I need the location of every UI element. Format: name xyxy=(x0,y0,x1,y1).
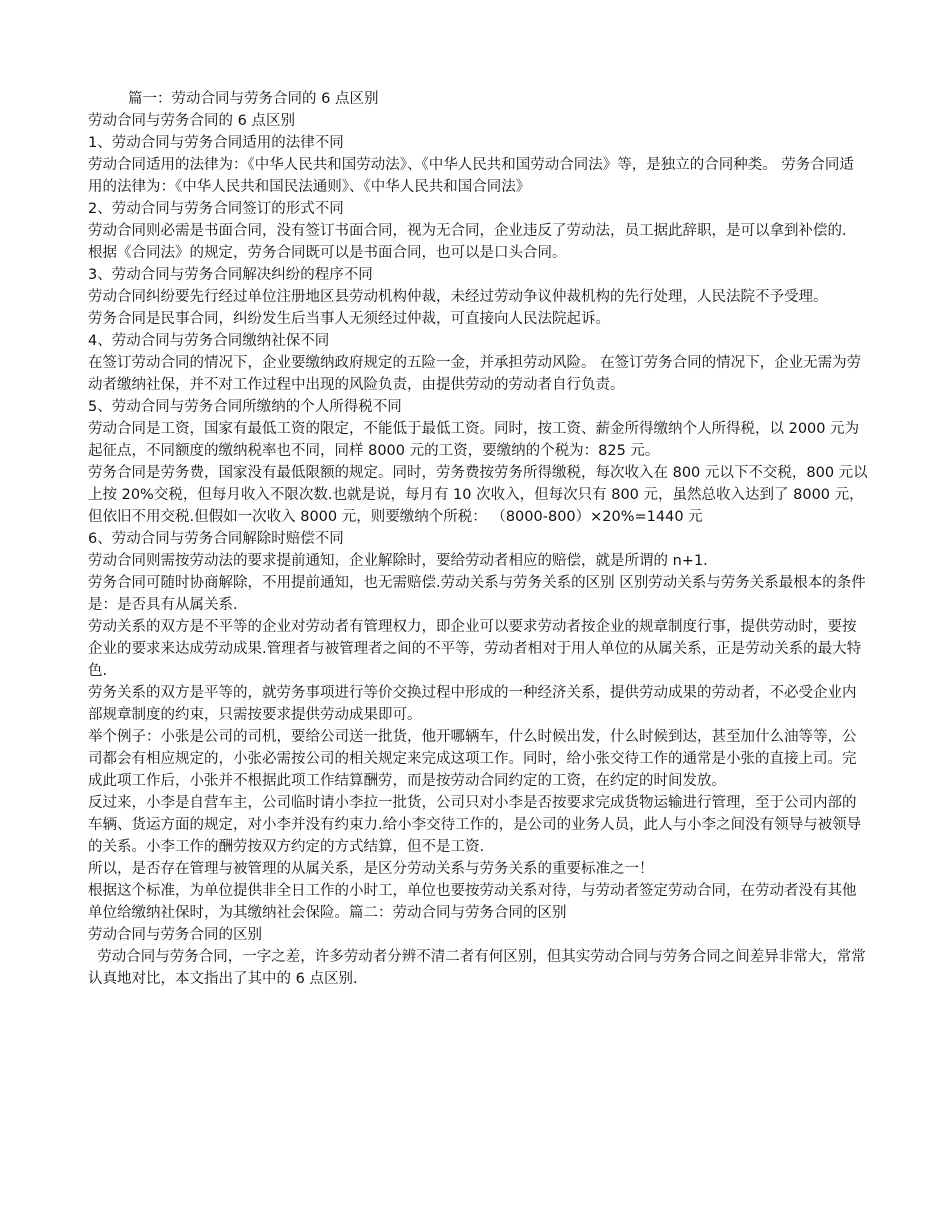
doc-heading: 劳动合同与劳务合同的 6 点区别 xyxy=(88,113,295,129)
point-3-heading: 3、劳动合同与劳务合同解决纠纷的程序不同 xyxy=(88,267,373,283)
section-title-part1: 篇一：劳动合同与劳务合同的 6 点区别 xyxy=(128,91,379,107)
point-5-heading: 5、劳动合同与劳务合同所缴纳的个人所得税不同 xyxy=(88,399,402,415)
point-2-body-b: 根据《合同法》的规定，劳务合同既可以是书面合同，也可以是口头合同。 xyxy=(88,245,567,261)
service-relation-paragraph: 劳务关系的双方是平等的，就劳务事项进行等价交换过程中形成的一种经济关系，提供劳动成果的劳动者，不必受企业内部规章制度的约束，只需按要求提供劳动成果即可。 xyxy=(88,685,857,723)
point-6-body-b: 劳务合同可随时协商解除，不用提前通知，也无需赔偿.劳动关系与劳务关系的区别 区别劳动关系与劳务关系最根本的条件是：是否具有从属关系. xyxy=(88,575,866,613)
point-2-heading: 2、劳动合同与劳务合同签订的形式不同 xyxy=(88,201,344,217)
point-6-body-a: 劳动合同则需按劳动法的要求提前通知，企业解除时，要给劳动者相应的赔偿，就是所谓的 n+1. xyxy=(88,553,708,569)
labor-relation-paragraph: 劳动关系的双方是不平等的企业对劳动者有管理权力，即企业可以要求劳动者按企业的规章制度行事，提供劳动时，要按企业的要求来达成劳动成果.管理者与被管理者之间的不平等，劳动者相对于用人单位的从属关系，正是劳动关系的最大特色. xyxy=(88,619,862,679)
part2-intro: 劳动合同与劳务合同，一字之差，许多劳动者分辨不清二者有何区别，但其实劳动合同与劳务合同之间差异非常大，常常认真地对比，本文指出了其中的 6 点区别. xyxy=(88,949,866,987)
example-zhang-paragraph: 举个例子：小张是公司的司机，要给公司送一批货，他开哪辆车，什么时候出发，什么时候到达，甚至加什么油等等，公司都会有相应规定的，小张必需按公司的相关规定来完成这项工作。同时，给小张交待工作的通常是小张的直接上司。完成此项工作后，小张并不根据此项工作结算酬劳，而是按劳动合同约定的工资，在约定的时间发放。 xyxy=(88,729,857,789)
point-2-body-a: 劳动合同则必需是书面合同，没有签订书面合同，视为无合同，企业违反了劳动法，员工据此辞职，是可以拿到补偿的. xyxy=(88,223,847,239)
point-5-body-b: 劳务合同是劳务费，国家没有最低限额的规定。同时，劳务费按劳务所得缴税，每次收入在 800 元以下不交税，800 元以上按 20%交税，但每月收入不限次数.也就是说，每月有 10 次收入，但每次只有 800 元，虽然总收入达到了 8000 元，但依旧不用交税.但假如一次收入 8000 元，则要缴纳个所税： （8000-800）×20%=1440 元 xyxy=(88,465,868,525)
example-li-paragraph: 反过来，小李是自营车主，公司临时请小李拉一批货，公司只对小李是否按要求完成货物运输进行管理，至于公司内部的车辆、货运方面的规定，对小李并没有约束力.给小李交待工作的，是公司的业务人员，此人与小李之间没有领导与被领导的关系。小李工作的酬劳按双方约定的方式结算，但不是工资. xyxy=(88,795,862,855)
standard-paragraph: 根据这个标准，为单位提供非全日工作的小时工，单位也要按劳动关系对待，与劳动者签定劳动合同，在劳动者没有其他单位给缴纳社保时，为其缴纳社会保险。篇二：劳动合同与劳务合同的区别 xyxy=(88,883,857,921)
point-3-body-b: 劳务合同是民事合同，纠纷发生后当事人无须经过仲裁，可直接向人民法院起诉。 xyxy=(88,311,610,327)
point-1-body: 劳动合同适用的法律为：《中华人民共和国劳动法》、《中华人民共和国劳动合同法》等，是独立的合同种类。 劳务合同适用的法律为：《中华人民共和国民法通则》、《中华人民共和国合同法》 xyxy=(88,157,854,195)
point-4-heading: 4、劳动合同与劳务合同缴纳社保不同 xyxy=(88,333,330,349)
point-1-heading: 1、劳动合同与劳务合同适用的法律不同 xyxy=(88,135,344,151)
point-5-body-a: 劳动合同是工资，国家有最低工资的限定，不能低于最低工资。同时，按工资、薪金所得缴纳个人所得税，以 2000 元为起征点，不同额度的缴纳税率也不同，同样 8000 元的工资，要缴纳的个税为：825 元。 xyxy=(88,421,860,459)
point-6-heading: 6、劳动合同与劳务合同解除时赔偿不同 xyxy=(88,531,344,547)
point-4-body: 在签订劳动合同的情况下，企业要缴纳政府规定的五险一金，并承担劳动风险。 在签订劳务合同的情况下，企业无需为劳动者缴纳社保，并不对工作过程中出现的风险负责，由提供劳动的劳动者自行负责。 xyxy=(88,355,862,393)
part2-heading: 劳动合同与劳务合同的区别 xyxy=(88,927,262,943)
point-3-body-a: 劳动合同纠纷要先行经过单位注册地区县劳动机构仲裁，未经过劳动争议仲裁机构的先行处理，人民法院不予受理。 xyxy=(88,289,828,305)
document-page xyxy=(88,88,868,990)
conclusion-paragraph: 所以，是否存在管理与被管理的从属关系，是区分劳动关系与劳务关系的重要标准之一！ xyxy=(88,861,654,877)
